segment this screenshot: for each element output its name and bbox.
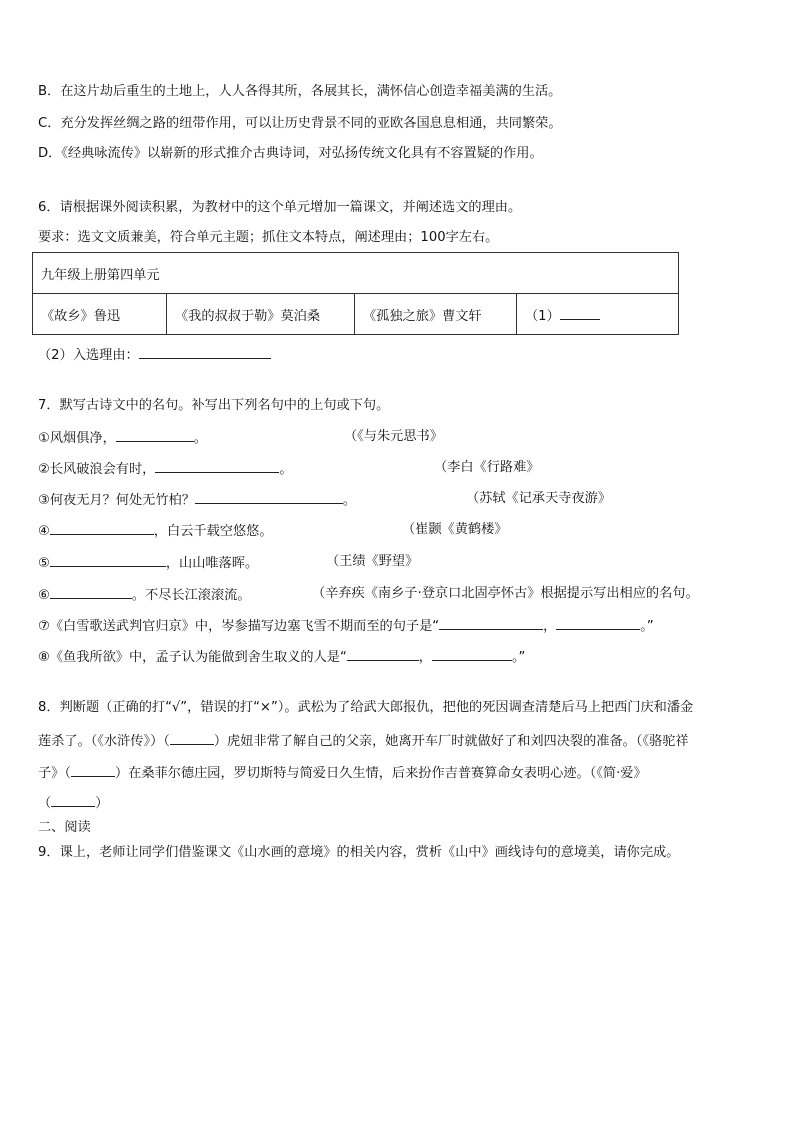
item-text: ，山山唯落晖。: [165, 556, 259, 571]
section-heading: 二、阅读: [38, 820, 91, 835]
item-text: 。”: [640, 619, 654, 634]
q6-stem: 6．请根据课外阅读积累，为教材中的这个单元增加一篇课文，并阐述选文的理由。: [38, 200, 522, 215]
q6-reason: [38, 344, 271, 366]
unit-table-cell: 《孤独之旅》曹文轩: [355, 294, 517, 335]
item-text: 莲杀了。（《水浒传》）（: [38, 734, 170, 749]
q7-item-6: [38, 584, 251, 606]
q7-item-8: [38, 646, 525, 668]
judge-blank[interactable]: [51, 792, 95, 807]
q7-item-2-source: （李白《行路难》: [434, 460, 540, 475]
q7-item-4-source: （崔颢《黄鹤楼》: [402, 522, 508, 537]
item-text: ③何夜无月？何处无竹柏？: [38, 493, 195, 508]
q7-item-1: [38, 427, 207, 449]
q7-item-4: [38, 520, 273, 542]
item-text: 。: [193, 431, 207, 446]
judge-blank[interactable]: [170, 730, 214, 745]
q8-line-2: [38, 730, 689, 752]
item-text: 。不尽长江滚滚流。: [131, 588, 251, 603]
q8-line-4: [38, 792, 108, 814]
answer-blank[interactable]: [50, 584, 132, 599]
answer-blank[interactable]: [195, 489, 343, 504]
answer-blank[interactable]: [432, 646, 512, 661]
reason-blank[interactable]: [139, 344, 271, 359]
q8-line-1: 8．判断题（正确的打“√”，错误的打“×”）。武松为了给武大郎报仇，把他的死因调查清楚后马上把西门庆和潘金: [38, 700, 694, 715]
item-text: 。”: [511, 650, 526, 665]
item-text: ②长风破浪会有时，: [38, 462, 156, 477]
q7-item-6-source: （辛弃疾《南乡子·登京口北固亭怀古》根据提示写出相应的名句。: [312, 586, 699, 601]
item-text: 。: [342, 493, 357, 508]
q7-item-5-source: （王绩《野望》: [326, 554, 419, 569]
q7-item-3: [38, 489, 356, 511]
unit-table-answer-cell[interactable]: [517, 294, 679, 335]
item-text: ，: [418, 650, 432, 665]
q7-item-3-source: （苏轼《记承天寺夜游》: [466, 491, 612, 506]
unit-table-cell: 《我的叔叔于勒》莫泊桑: [167, 294, 355, 335]
answer-blank[interactable]: [155, 458, 279, 473]
item-text: ）虎妞非常了解自己的父亲，她离开车厂时就做好了和刘四决裂的准备。（《骆驼祥: [213, 734, 689, 749]
judge-blank[interactable]: [71, 762, 115, 777]
item-text: ，: [543, 619, 557, 634]
q8-line-3: [38, 762, 647, 784]
q7-item-2: [38, 458, 293, 480]
item-text: ⑦《白雪歌送武判官归京》中，岑参描写边塞飞雪不期而至的句子是“: [38, 619, 440, 634]
answer-blank[interactable]: [50, 552, 166, 567]
q9-stem: 9．课上，老师让同学们借鉴课文《山水画的意境》的相关内容，赏析《山中》画线诗句的意境美，请你完成。: [38, 845, 680, 860]
item-text: 。: [279, 462, 293, 477]
answer-blank[interactable]: [560, 305, 600, 320]
item-text: （: [38, 796, 52, 811]
answer-blank[interactable]: [50, 520, 154, 535]
item-text: ⑥: [38, 588, 50, 603]
q7-item-7: [38, 615, 654, 637]
item-text: ④: [38, 524, 50, 539]
answer-blank[interactable]: [116, 427, 194, 442]
q7-item-1-source: （《与朱元思书》: [344, 429, 443, 444]
item-text: ）在桑菲尔德庄园，罗切斯特与简爱日久生情，后来扮作吉普赛算命女表明心迹。（《简·爱》: [114, 766, 647, 781]
answer-blank[interactable]: [347, 646, 419, 661]
q7-stem: 7．默写古诗文中的名句。补写出下列名句中的上句或下句。: [38, 398, 390, 413]
item-text: ⑤: [38, 556, 50, 571]
item-text: ①风烟俱净，: [38, 431, 116, 446]
item-text: ⑧《鱼我所欲》中，孟子认为能做到舍生取义的人是“: [38, 650, 347, 665]
reason-label: （2）入选理由：: [38, 348, 139, 363]
answer-label: （1）: [525, 308, 560, 324]
answer-blank[interactable]: [439, 615, 543, 630]
q5-option-d: D．《经典咏流传》以崭新的形式推介古典诗词，对弘扬传统文化具有不容置疑的作用。: [38, 146, 543, 161]
answer-blank[interactable]: [556, 615, 640, 630]
unit-table-cell: 《故乡》鲁迅: [33, 294, 167, 335]
item-text: ，白云千载空悠悠。: [153, 524, 273, 539]
q7-item-5: [38, 552, 258, 574]
q5-option-c: C．充分发挥丝绸之路的纽带作用，可以让历史背景不同的亚欧各国息息相通，共同繁荣。: [38, 116, 562, 131]
q5-option-b: B．在这片劫后重生的土地上，人人各得其所，各展其长，满怀信心创造幸福美满的生活。: [38, 84, 562, 99]
unit-table-header: 九年级上册第四单元: [33, 253, 679, 294]
unit-table: [32, 252, 679, 335]
item-text: 子》（: [38, 766, 71, 781]
q6-requirement: 要求：选文文质兼美，符合单元主题；抓住文本特点，阐述理由；100字左右。: [38, 230, 499, 245]
item-text: ）: [95, 796, 109, 811]
